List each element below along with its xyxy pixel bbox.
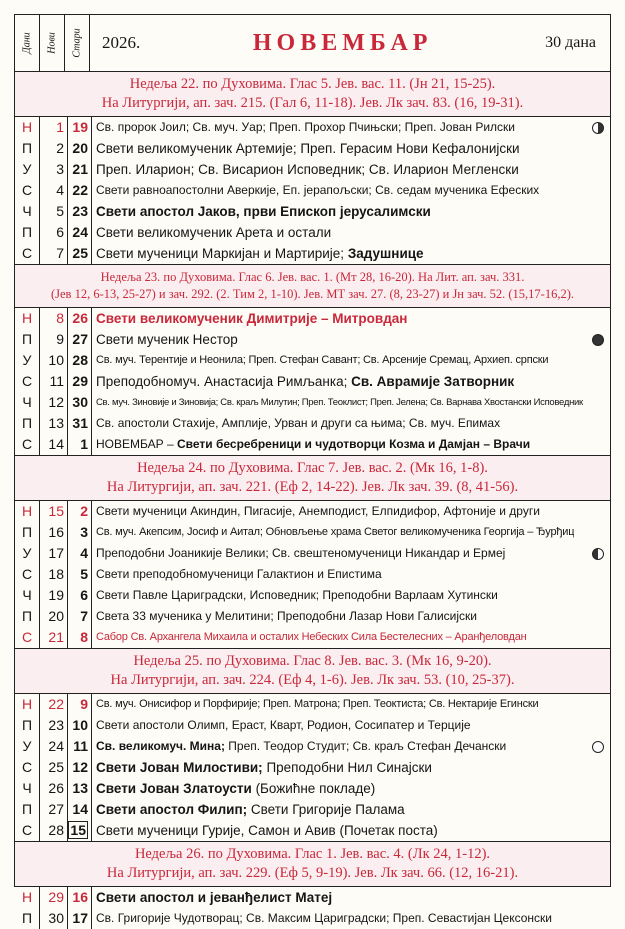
calendar-page: [14, 14, 611, 926]
old-calendar-date: 11: [68, 736, 92, 757]
day-entry: [92, 392, 610, 413]
day-row: [15, 243, 610, 264]
day-of-week: П: [15, 908, 40, 929]
day-row: [15, 159, 610, 180]
day-entry: [92, 606, 610, 627]
new-calendar-date: 21: [40, 627, 68, 648]
day-entry: [92, 694, 610, 715]
day-row: [15, 736, 610, 757]
moon-last-quarter-icon: [592, 548, 604, 560]
day-row: [15, 715, 610, 736]
old-calendar-date: 25: [68, 243, 92, 264]
new-calendar-date: 27: [40, 799, 68, 820]
saint-text: Преподобни Јоаникије Велики; Св. свештеномученици Никандар и Ермеј: [96, 546, 506, 560]
month-title: НОВЕМБАР: [252, 29, 433, 56]
saint-text: Св. Григорије Чудотворац; Св. Максим Цариградски; Преп. Севастијан Цексонски: [96, 911, 552, 925]
old-calendar-date: 1: [68, 434, 92, 455]
day-of-week: П: [15, 138, 40, 159]
day-row: [15, 201, 610, 222]
old-calendar-date: 10: [68, 715, 92, 736]
old-calendar-date: 26: [68, 308, 92, 329]
old-calendar-date: 6: [68, 585, 92, 606]
new-calendar-date: 26: [40, 778, 68, 799]
sunday-header: Недеља 24. по Духовима. Глас 7. Јев. вас. 2. (Мк 16, 1-8). На Литургији, ап. зач. 221. (Еф 2, 14-22). Јев. Лк зач. 39. (8, 41-56).: [15, 456, 610, 501]
old-calendar-date: 2: [68, 501, 92, 522]
new-calendar-date: 2: [40, 138, 68, 159]
saint-text: Свети апостол и јеванђелист Матеј: [96, 890, 333, 905]
day-row: [15, 585, 610, 606]
week-block: [15, 501, 610, 649]
new-calendar-date: 17: [40, 543, 68, 564]
old-calendar-date: 16: [68, 887, 92, 908]
day-entry: [92, 887, 610, 908]
day-of-week: С: [15, 757, 40, 778]
day-entry: [92, 138, 610, 159]
day-entry: [92, 799, 610, 820]
day-row: [15, 908, 610, 929]
week-block: [15, 117, 610, 265]
saint-text: Свети Јован Милостиви;: [96, 760, 263, 775]
new-calendar-date: 20: [40, 606, 68, 627]
sunday-header: Недеља 25. по Духовима. Глас 8. Јев. вас. 3. (Мк 16, 9-20). На Литургији, ап. зач. 224. (Еф 4, 1-6). Јев. Лк зач. 53. (10, 25-37).: [15, 649, 610, 694]
saint-text: Свети апостоли Олимп, Ераст, Кварт, Родион, Сосипатер и Терције: [96, 718, 471, 732]
day-row: [15, 564, 610, 585]
day-row: [15, 434, 610, 455]
day-row: [15, 350, 610, 371]
day-of-week: Ч: [15, 392, 40, 413]
saint-text: Св. великомуч. Мина;: [96, 739, 225, 753]
col-label-old: Стари: [65, 15, 90, 71]
new-calendar-date: 3: [40, 159, 68, 180]
old-calendar-date: 29: [68, 371, 92, 392]
day-row: [15, 138, 610, 159]
saint-text: Свети апостол Јаков, први Епископ јерусалимски: [96, 204, 431, 219]
day-entry: [92, 350, 610, 371]
week-block: [15, 694, 610, 842]
week-block: [15, 887, 610, 929]
day-entry: [92, 222, 610, 243]
days-count: 30 дана: [545, 34, 596, 51]
day-of-week: Н: [15, 501, 40, 522]
day-of-week: Н: [15, 117, 40, 138]
old-calendar-date: 27: [68, 329, 92, 350]
day-entry: [92, 820, 610, 841]
old-calendar-date: 15: [70, 822, 86, 838]
saint-text-emphasis: (Почетак поста): [339, 823, 438, 838]
day-row: [15, 371, 610, 392]
day-of-week: П: [15, 715, 40, 736]
day-row: [15, 413, 610, 434]
day-entry: [92, 501, 610, 522]
day-row: [15, 778, 610, 799]
saint-text: Света 33 мученика у Мелитини; Преподобни Лазар Нови Галисијски: [96, 609, 478, 623]
saint-text: Свети мученици Маркијан и Мартирије;: [96, 246, 345, 261]
saint-text: Свети мученици Гурије, Самон и Авив: [96, 823, 336, 838]
day-of-week: У: [15, 350, 40, 371]
new-calendar-date: 14: [40, 434, 68, 455]
saint-text: Сабор Св. Архангела Михаила и осталих Небеских Сила Бестелесних – Аранђеловдан: [96, 631, 527, 643]
day-of-week: Н: [15, 694, 40, 715]
day-row: [15, 799, 610, 820]
col-label-days: Дани: [15, 15, 40, 71]
day-entry: [92, 908, 610, 929]
old-calendar-date: 7: [68, 606, 92, 627]
old-calendar-date: 19: [68, 117, 92, 138]
saint-text: Свети мученик Нестор: [96, 332, 238, 347]
title-bar: [90, 15, 610, 71]
day-of-week: С: [15, 820, 40, 841]
old-calendar-date: 30: [68, 392, 92, 413]
day-of-week: С: [15, 564, 40, 585]
day-row: [15, 694, 610, 715]
moon-new-icon: [592, 741, 604, 753]
old-calendar-date: 14: [68, 799, 92, 820]
new-calendar-date: 30: [40, 908, 68, 929]
day-entry: [92, 585, 610, 606]
saint-text-emphasis: Свети Григорије Палама: [250, 802, 405, 817]
old-calendar-date: 8: [68, 627, 92, 648]
day-entry: [92, 736, 610, 757]
saint-text-emphasis: Св. Аврамије Затворник: [351, 374, 515, 389]
moon-full-icon: [592, 334, 604, 346]
old-calendar-date: 28: [68, 350, 92, 371]
day-of-week: С: [15, 180, 40, 201]
new-calendar-date: 11: [40, 371, 68, 392]
new-calendar-date: 12: [40, 392, 68, 413]
day-of-week: У: [15, 159, 40, 180]
saint-text: Свети великомученик Арета и остали: [96, 225, 332, 240]
saint-text-emphasis: Задушнице: [347, 246, 424, 261]
old-calendar-date: 17: [68, 908, 92, 929]
old-date-box: [68, 820, 92, 841]
new-calendar-date: 25: [40, 757, 68, 778]
saint-text: Свети великомученик Артемије; Преп. Герасим Нови Кефалонијски: [96, 141, 520, 156]
day-of-week: У: [15, 543, 40, 564]
day-row: [15, 606, 610, 627]
saint-text: Преп. Иларион; Св. Висарион Исповедник; Св. Иларион Мегленски: [96, 162, 519, 177]
day-of-week: Ч: [15, 201, 40, 222]
new-calendar-date: 4: [40, 180, 68, 201]
day-of-week: Н: [15, 887, 40, 908]
day-entry: [92, 627, 610, 648]
new-calendar-date: 16: [40, 522, 68, 543]
day-row: [15, 887, 610, 908]
new-calendar-date: 18: [40, 564, 68, 585]
old-calendar-date: 9: [68, 694, 92, 715]
saint-text: Св. апостоли Стахије, Амплије, Урван и други са њима; Св. муч. Епимах: [96, 416, 501, 430]
saint-text-emphasis: Свети бесребреници и чудотворци Козма и Дамјан – Врачи: [176, 437, 531, 451]
old-calendar-date: 4: [68, 543, 92, 564]
saint-text: Св. муч. Онисифор и Порфирије; Преп. Матрона; Преп. Теоктиста; Св. Нектарије Егински: [96, 698, 539, 710]
day-row: [15, 308, 610, 329]
new-calendar-date: 19: [40, 585, 68, 606]
day-entry: [92, 434, 610, 455]
day-row: [15, 543, 610, 564]
day-of-week: С: [15, 627, 40, 648]
day-of-week: С: [15, 243, 40, 264]
sunday-header: Недеља 22. по Духовима. Глас 5. Јев. вас. 11. (Јн 21, 15-25). На Литургији, ап. зач. 215. (Гал 6, 11-18). Јев. Лк зач. 83. (16, 19-31).: [15, 72, 610, 117]
new-calendar-date: 7: [40, 243, 68, 264]
new-calendar-date: 15: [40, 501, 68, 522]
year: 2026.: [102, 33, 141, 52]
day-of-week: П: [15, 606, 40, 627]
saint-text: Св. пророк Јоил; Св. муч. Уар; Преп. Прохор Пчињски; Преп. Јован Рилски: [96, 120, 516, 134]
saint-text: Свети великомученик Димитрије – Митровдан: [96, 311, 408, 326]
saint-text-emphasis: Преподобни Нил Синајски: [266, 760, 432, 775]
saint-text: Свети равноапостолни Аверкије, Еп. јерапољски; Св. седам мученика Ефеских: [96, 183, 540, 197]
day-row: [15, 329, 610, 350]
day-row: [15, 222, 610, 243]
day-of-week: С: [15, 371, 40, 392]
saint-text-emphasis: (Божићне покладе): [255, 781, 376, 796]
old-calendar-date: 12: [68, 757, 92, 778]
old-calendar-date: 21: [68, 159, 92, 180]
day-of-week: П: [15, 522, 40, 543]
day-row: [15, 117, 610, 138]
saint-text: Св. муч. Зиновије и Зиновија; Св. краљ Милутин; Преп. Теоклист; Преп. Јелена; Св. Варнава Хвостански Исповедник: [96, 397, 583, 408]
calendar-header: [15, 15, 610, 72]
saint-text: НОВЕМБАР –: [96, 437, 174, 451]
day-of-week: П: [15, 222, 40, 243]
saint-text: Св. муч. Акепсим, Јосиф и Аитал; Обновљење храма Светог великомученика Георгија – Ђурђиц: [96, 526, 575, 538]
day-entry: [92, 543, 610, 564]
new-calendar-date: 10: [40, 350, 68, 371]
new-calendar-date: 23: [40, 715, 68, 736]
day-entry: [92, 371, 610, 392]
day-row: [15, 757, 610, 778]
old-calendar-date: 22: [68, 180, 92, 201]
new-calendar-date: 9: [40, 329, 68, 350]
day-row: [15, 522, 610, 543]
day-entry: [92, 159, 610, 180]
day-entry: [92, 413, 610, 434]
day-of-week: Н: [15, 308, 40, 329]
sunday-header: Недеља 26. по Духовима. Глас 1. Јев. вас. 4. (Лк 24, 1-12). На Литургији, ап. зач. 229. (Еф 5, 9-19). Јев. Лк зач. 66. (12, 16-21).: [15, 842, 610, 887]
day-of-week: Ч: [15, 778, 40, 799]
day-row: [15, 627, 610, 648]
old-calendar-date: 3: [68, 522, 92, 543]
col-label-new: Нови: [40, 15, 65, 71]
day-entry: [92, 243, 610, 264]
saint-text: Преподобномуч. Анастасија Римљанка;: [96, 374, 348, 389]
day-of-week: Ч: [15, 585, 40, 606]
day-of-week: П: [15, 413, 40, 434]
day-row: [15, 180, 610, 201]
old-calendar-date: 20: [68, 138, 92, 159]
old-calendar-date: 23: [68, 201, 92, 222]
saint-text: Свети мученици Акиндин, Пигасије, Анемподист, Елпидифор, Афтоније и други: [96, 504, 540, 518]
day-entry: [92, 180, 610, 201]
day-entry: [92, 522, 610, 543]
old-calendar-date: 5: [68, 564, 92, 585]
new-calendar-date: 13: [40, 413, 68, 434]
day-of-week: У: [15, 736, 40, 757]
old-calendar-date: 13: [68, 778, 92, 799]
week-block: [15, 308, 610, 456]
new-calendar-date: 22: [40, 694, 68, 715]
day-entry: [92, 757, 610, 778]
day-entry: [92, 117, 610, 138]
day-entry: [92, 564, 610, 585]
day-of-week: С: [15, 434, 40, 455]
new-calendar-date: 1: [40, 117, 68, 138]
saint-text: Свети апостол Филип;: [96, 802, 248, 817]
day-entry: [92, 201, 610, 222]
day-of-week: П: [15, 799, 40, 820]
saint-text: Свети преподобномученици Галактион и Епистима: [96, 567, 382, 581]
day-row: [15, 392, 610, 413]
new-calendar-date: 6: [40, 222, 68, 243]
old-calendar-date: 24: [68, 222, 92, 243]
new-calendar-date: 8: [40, 308, 68, 329]
day-entry: [92, 329, 610, 350]
sunday-header: Недеља 23. по Духовима. Глас 6. Јев. вас. 1. (Мт 28, 16-20). На Лит. ап. зач. 331. (Јев 12, 6-13, 25-27) и зач. 292. (2. Тим 2, 1-10). Јев. МТ зач. 27. (8, 23-27) и Јн зач. 52. (15,17-16,2).: [15, 265, 610, 308]
day-row: [15, 501, 610, 522]
old-calendar-date: 31: [68, 413, 92, 434]
saint-text-emphasis: Преп. Теодор Студит; Св. краљ Стефан Дечански: [228, 739, 507, 753]
saint-text: Свети Јован Златоусти: [96, 781, 252, 796]
new-calendar-date: 24: [40, 736, 68, 757]
saint-text: Свети Павле Цариградски, Исповедник; Преподобни Варлаам Хутински: [96, 588, 498, 602]
new-calendar-date: 28: [40, 820, 68, 841]
day-entry: [92, 715, 610, 736]
moon-first-quarter-icon: [592, 122, 604, 134]
day-entry: [92, 778, 610, 799]
new-calendar-date: 5: [40, 201, 68, 222]
day-of-week: П: [15, 329, 40, 350]
saint-text: Св. муч. Терентије и Неонила; Преп. Стефан Савант; Св. Арсеније Сремац, Архиеп. српски: [96, 354, 549, 366]
day-row: [15, 820, 610, 841]
day-entry: [92, 308, 610, 329]
new-calendar-date: 29: [40, 887, 68, 908]
